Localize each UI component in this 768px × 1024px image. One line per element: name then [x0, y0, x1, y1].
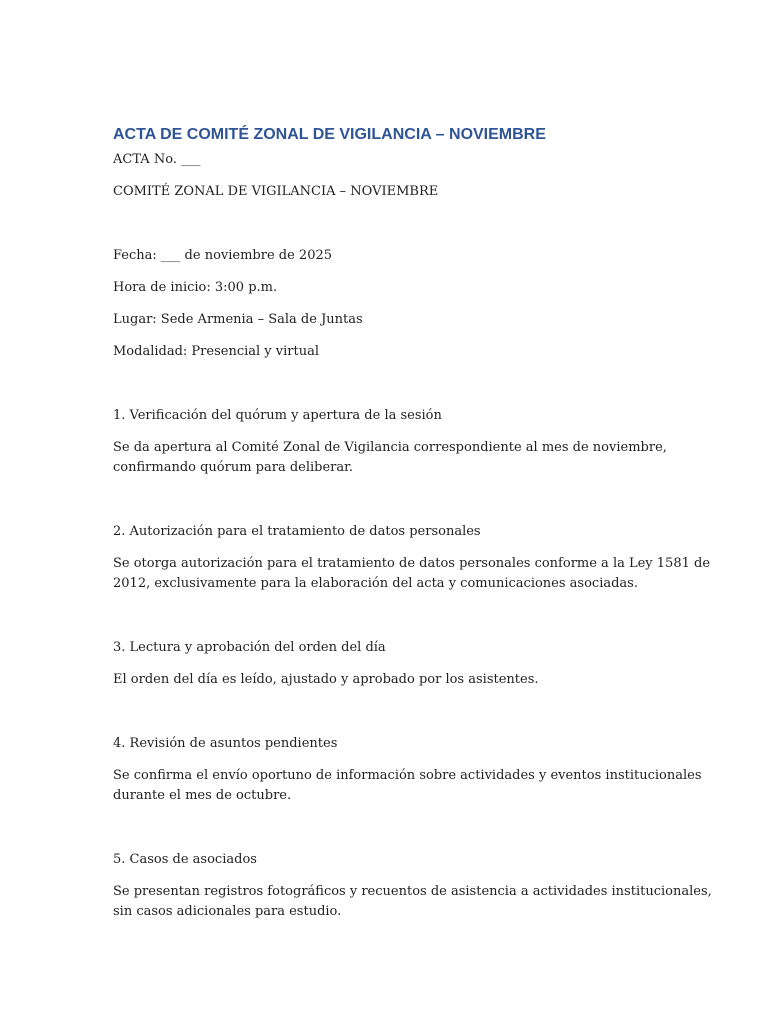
section-paragraph	[113, 438, 667, 478]
meta-fecha: Fecha: ___ de noviembre de 2025	[113, 248, 333, 263]
meta-lugar: Lugar: Sede Armenia – Sala de Juntas	[113, 312, 363, 327]
paragraph-line: Se da apertura al Comité Zonal de Vigilancia correspondiente al mes de noviembre,	[113, 440, 667, 455]
section-heading: 4. Revisión de asuntos pendientes	[113, 736, 338, 751]
document-body	[113, 124, 712, 922]
section-heading: 3. Lectura y aprobación del orden del día	[113, 640, 386, 655]
document-title: ACTA DE COMITÉ ZONAL DE VIGILANCIA – NOVIEMBRE	[113, 126, 546, 143]
paragraph-line: 2012, exclusivamente para la elaboración del acta y comunicaciones asociadas.	[113, 576, 638, 591]
section-paragraph	[113, 554, 711, 594]
paragraph-line: Se otorga autorización para el tratamiento de datos personales conforme a la Ley 1581 de	[113, 556, 711, 571]
paragraph-line: durante el mes de octubre.	[113, 788, 292, 803]
section-heading: 2. Autorización para el tratamiento de datos personales	[113, 524, 481, 539]
section-paragraph	[113, 670, 653, 690]
meta-hora: Hora de inicio: 3:00 p.m.	[113, 280, 278, 295]
section-paragraph	[113, 766, 702, 806]
acta-number: ACTA No. ___	[113, 152, 201, 167]
paragraph-line: Se presentan registros fotográficos y recuentos de asistencia a actividades institucionales,	[113, 884, 712, 899]
paragraph-line: Se confirma el envío oportuno de información sobre actividades y eventos institucionales	[113, 768, 702, 783]
meta-modalidad: Modalidad: Presencial y virtual	[113, 344, 320, 359]
section-heading: 1. Verificación del quórum y apertura de la sesión	[113, 408, 442, 423]
paragraph-line: sin casos adicionales para estudio.	[113, 904, 342, 919]
section-paragraph	[113, 882, 712, 922]
committee-subtitle: COMITÉ ZONAL DE VIGILANCIA – NOVIEMBRE	[113, 184, 439, 199]
paragraph-line: El orden del día es leído, ajustado y aprobado por los asistentes.	[113, 672, 539, 687]
paragraph-line: confirmando quórum para deliberar.	[113, 460, 354, 475]
section-heading: 5. Casos de asociados	[113, 852, 257, 867]
